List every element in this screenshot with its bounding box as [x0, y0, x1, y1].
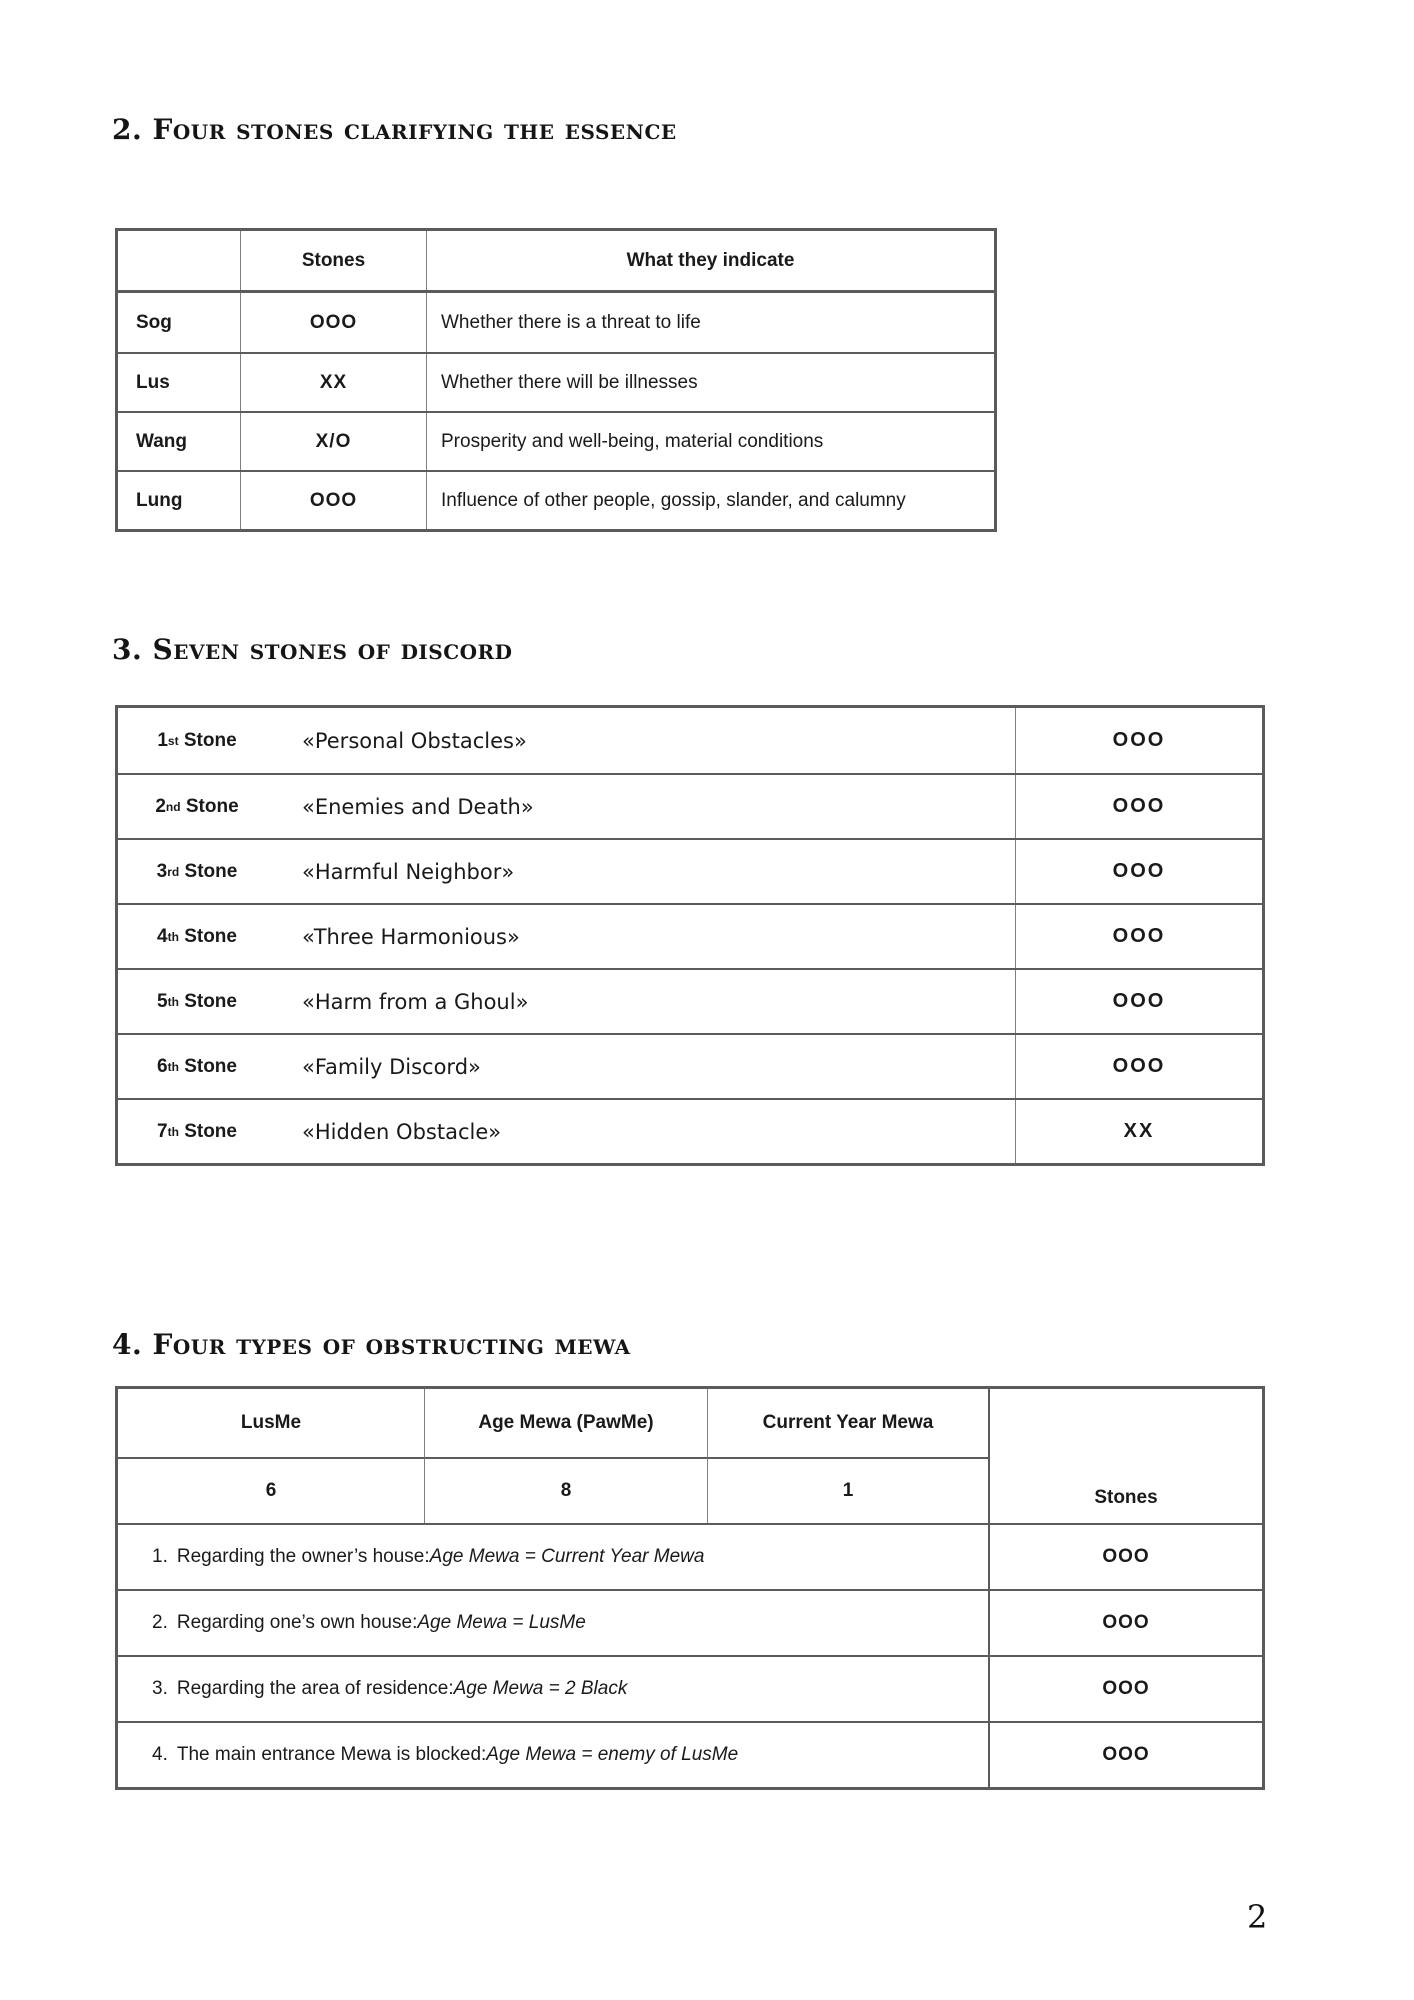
- mewa-value-age: 8: [424, 1457, 707, 1523]
- row-indicate: Whether there is a threat to life: [426, 293, 994, 352]
- mewa-header-stones: Stones: [988, 1389, 1262, 1523]
- row-ordinal: 7 th Stone: [157, 1120, 237, 1142]
- essence-table: [115, 228, 997, 532]
- row-name: Lung: [136, 489, 183, 511]
- row-ordinal: 5 th Stone: [157, 990, 237, 1012]
- row-name: «Personal Obstacles»: [302, 728, 527, 753]
- row-name: «Family Discord»: [302, 1054, 481, 1079]
- row-ordinal: 6 th Stone: [157, 1055, 237, 1077]
- table-row: [118, 968, 1262, 1033]
- mewa-header-year: Current Year Mewa: [707, 1389, 988, 1457]
- row-name: «Harm from a Ghoul»: [302, 989, 529, 1014]
- discord-table: [115, 705, 1265, 1166]
- table-row: [118, 903, 1262, 968]
- essence-header-blank: [118, 231, 240, 290]
- row-name: «Three Harmonious»: [302, 924, 520, 949]
- essence-header-row: [118, 231, 994, 293]
- row-indicate: Prosperity and well-being, material conditions: [426, 413, 994, 470]
- row-stones: XX: [1015, 1100, 1262, 1163]
- table-row: [118, 293, 994, 352]
- mewa-value-lusme: 6: [118, 1457, 424, 1523]
- table-row: [118, 1033, 1262, 1098]
- row-name: Sog: [136, 311, 172, 333]
- mewa-header-lusme: LusMe: [240, 1412, 302, 1433]
- row-stones: OOO: [240, 293, 426, 352]
- row-indicate: Whether there will be illnesses: [426, 354, 994, 411]
- row-ordinal: 3 rd Stone: [156, 860, 238, 882]
- row-indicate: Influence of other people, gossip, slander, and calumny: [426, 472, 994, 529]
- row-stones: OOO: [988, 1523, 1262, 1589]
- row-name: Wang: [136, 430, 188, 452]
- row-name: Lus: [136, 371, 170, 393]
- section-heading-discord: 3. Seven stones of discord: [112, 633, 513, 666]
- essence-header-indicate: What they indicate: [426, 231, 994, 290]
- table-row: [118, 838, 1262, 903]
- section-heading-essence: 2. Four stones clarifying the essence: [112, 113, 677, 146]
- row-stones: OOO: [1015, 708, 1262, 773]
- mewa-table: [115, 1386, 1265, 1790]
- table-row: [118, 1098, 1262, 1163]
- row-stones: OOO: [240, 472, 426, 529]
- page-number: 2: [1247, 1898, 1268, 1936]
- row-stones: OOO: [1015, 775, 1262, 838]
- mewa-row-text: 2. Regarding one’s own house: Age Mewa = LusMe: [118, 1589, 988, 1655]
- mewa-row-text: 3. Regarding the area of residence: Age Mewa = 2 Black: [118, 1655, 988, 1721]
- row-stones: OOO: [988, 1655, 1262, 1721]
- row-ordinal: 4 th Stone: [157, 925, 237, 947]
- mewa-row-text: 4. The main entrance Mewa is blocked: Age Mewa = enemy of LusMe: [118, 1721, 988, 1787]
- section-heading-mewa: 4. Four types of obstructing mewa: [112, 1328, 631, 1361]
- row-stones: XX: [240, 354, 426, 411]
- table-row: [118, 411, 994, 470]
- row-name: «Hidden Obstacle»: [302, 1119, 502, 1144]
- row-ordinal: 1 st Stone: [157, 729, 237, 751]
- table-row: [118, 708, 1262, 773]
- row-stones: OOO: [988, 1721, 1262, 1787]
- row-name: «Harmful Neighbor»: [302, 859, 515, 884]
- table-row: [118, 773, 1262, 838]
- row-stones: OOO: [1015, 970, 1262, 1033]
- essence-header-stones: Stones: [240, 231, 426, 290]
- row-stones: OOO: [988, 1589, 1262, 1655]
- row-ordinal: 2 nd Stone: [155, 795, 239, 817]
- table-row: [118, 470, 994, 529]
- mewa-row-text: 1. Regarding the owner’s house: Age Mewa = Current Year Mewa: [118, 1523, 988, 1589]
- row-stones: OOO: [1015, 840, 1262, 903]
- mewa-header-age: Age Mewa (PawMe): [424, 1389, 707, 1457]
- row-name: «Enemies and Death»: [302, 794, 534, 819]
- row-stones: X/O: [240, 413, 426, 470]
- row-stones: OOO: [1015, 905, 1262, 968]
- row-stones: OOO: [1015, 1035, 1262, 1098]
- table-row: [118, 352, 994, 411]
- mewa-value-year: 1: [707, 1457, 988, 1523]
